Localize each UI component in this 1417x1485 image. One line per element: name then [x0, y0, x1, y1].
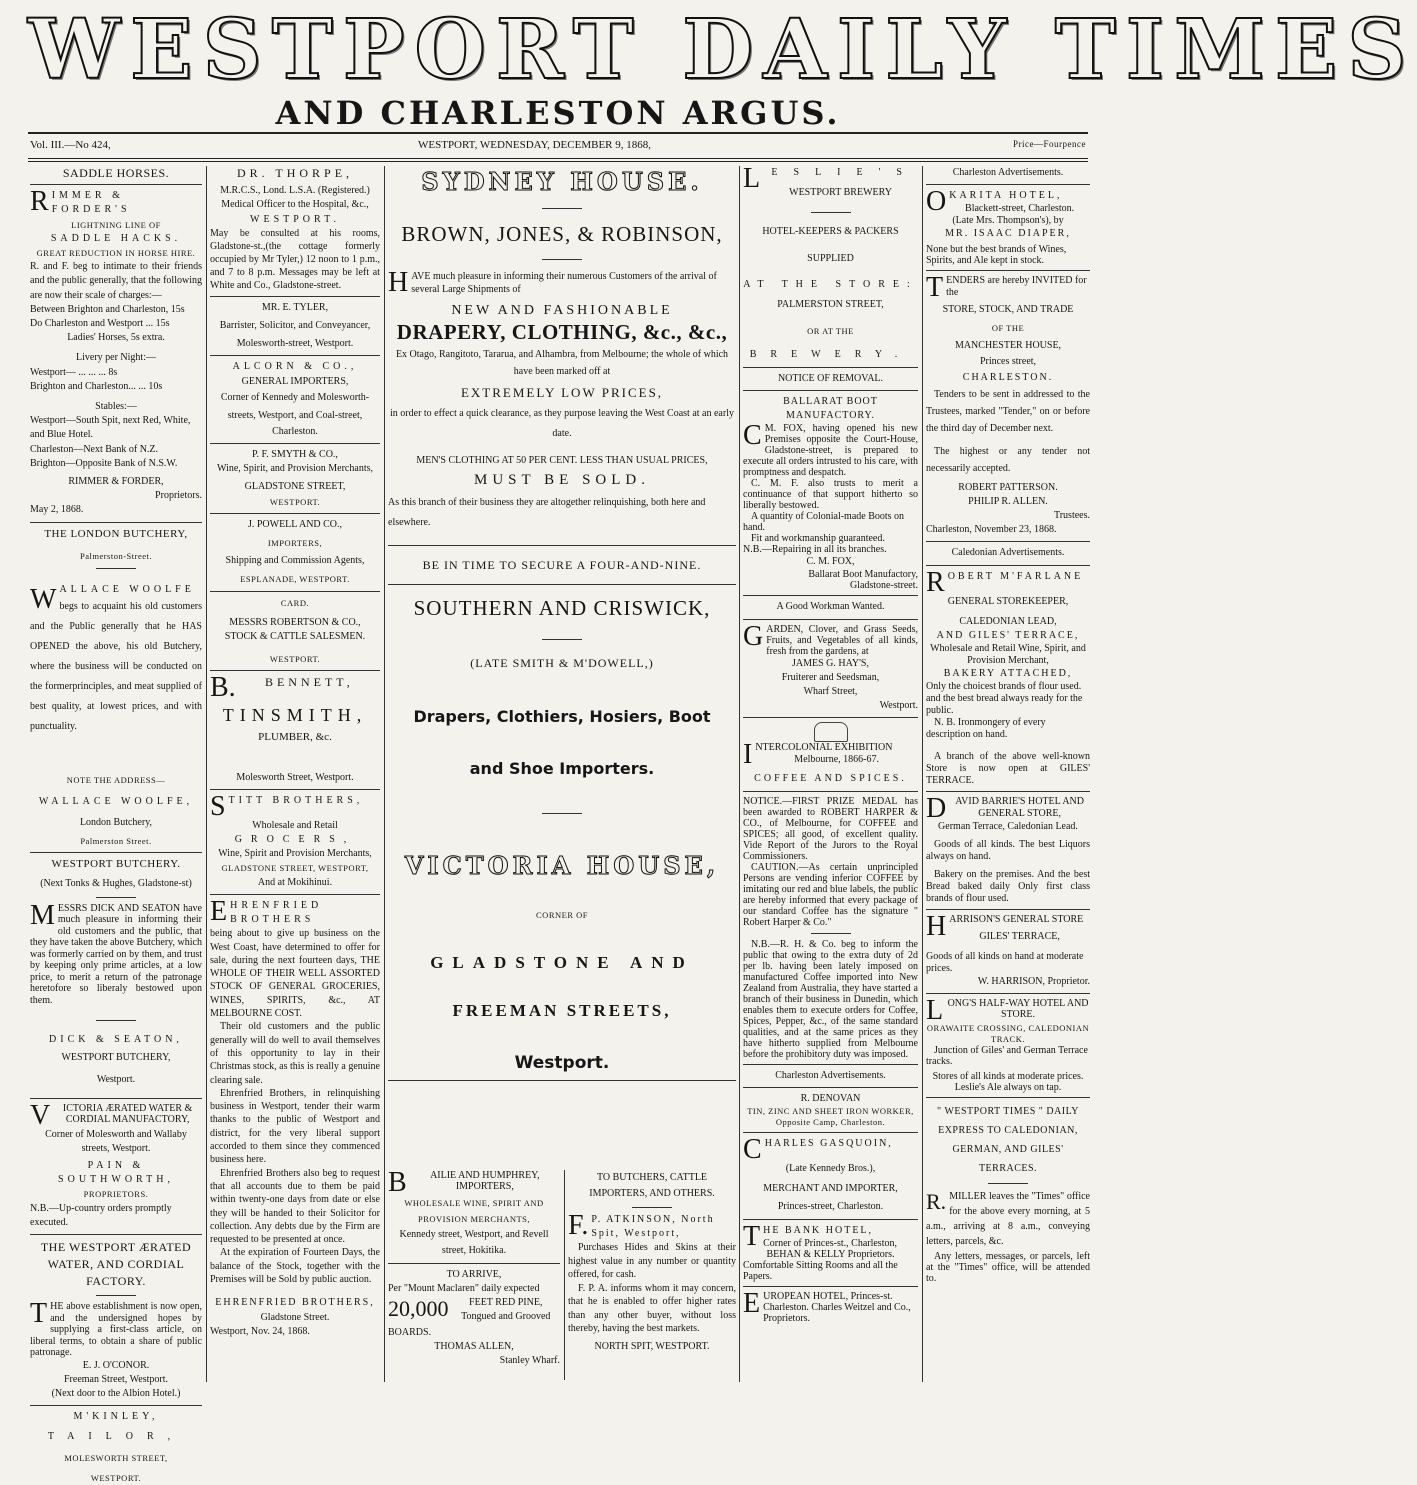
four-and-nine-line: BE IN TIME TO SECURE A FOUR-AND-NINE. — [422, 557, 702, 572]
okarita-hotel-ad: Charleston Advertisements. O KARITA HOTEL, Blackett-street, Charleston. (Late Mrs. Thompson's), by MR. ISAAC DIAPER, None but the best brands of Wines, Spirits, and Ale kept in stock. — [926, 166, 1090, 266]
dr-thorpe-ad: DR. THORPE, M.R.C.S., Lond. L.S.A. (Registered.) Medical Officer to the Hospital, &c., WESTPORT. May be consulted at his rooms, Gladstone-st.,(the cottage formerly occupied by Mr Tyler,) 12 noon to 1 p.m., and 7 to 8 p.m. Messages may be left at White and Co., Gladstone-street. — [210, 166, 380, 291]
top-rule — [28, 132, 1088, 134]
price: Price—Fourpence — [1013, 139, 1086, 149]
daily-express-ad: " WESTPORT TIMES " DAILY EXPRESS TO CALEDONIAN, GERMAN, AND GILES' TERRACES. R. MILLER leaves the "Times" office for the above every morning, at 5 a.m., arriving at 8 a.m., conveying letters, parcels, &c. Any letters, messages, or parcels, left at the "Times" office, will be attended to. — [926, 1105, 1090, 1284]
column-4 — [743, 163, 918, 1382]
column-2 — [210, 166, 380, 1382]
mkinley-tailor-ad: M'KINLEY, TAILOR, MOLESWORTH STREET, WESTPORT. — [47, 1411, 185, 1483]
sydney-house-heading: SYDNEY HOUSE. — [421, 167, 703, 196]
charleston-ads-col4: Charleston Advertisements. R. DENOVAN TIN, ZINC AND SHEET IRON WORKER, Opposite Camp, Charleston. C HARLES GASQUOIN, (Late Kennedy Bros.), MERCHANT AND IMPORTER, Princes-street, Charleston. T HE BANK HOTEL, Corner of Princes-st., Charleston, BEHAN & KELLY Proprietors. Comfortable Sitting Rooms and all the Papers. E UROPEAN HOTEL, Princes-st. Charleston. Charles Weitzel and Co., Proprietors. — [743, 1069, 918, 1324]
atkinson-ad: TO BUTCHERS, CATTLE IMPORTERS, AND OTHERS. F. P. ATKINSON, North Spit, Westport, Purchases Hides and Skins at their highest value in any number or quantity offered, for cash. F. P. A. informs whom it may concern, that he is enabled to offer higher rates than any other buyer, without loss thereby, having the best markets. NORTH SPIT, WESTPORT. — [568, 1172, 736, 1352]
saddle-horses-ad: R IMMER & FORDER'S LIGHTNING LINE OF SADDLE HACKS. GREAT REDUCTION IN HORSE HIRE. R. and F. beg to intimate to their friends and the public generally, that the following are now their scale of charges:— Between Brighton and Charleston, 15s Do Charleston and Westport ... 15s Ladies' Horses, 5s extra. Livery per Night:— Westport— ... ... ... 8s Brighton and Charleston... ... 10s Stables:— Westport—South Spit, next Red, White, and Blue Hotel. Charleston—Next Bank of N.Z. Brighton—Opposite Bank of N.S.W. RIMMER & FORDER, Proprietors. May 2, 1868. — [30, 186, 202, 516]
ehrenfried-brothers-ad: E HRENFRIED BROTHERS being about to give up business on the West Coast, have determined to offer for sale, during the next fourteen days, THE WHOLE OF THEIR WELL ASSORTED STOCK OF GENERAL GROCERIES, WINES, SPIRITS, &c., AT MELBOURNE COST. Their old customers and the public generally will do well to avail themselves of this opportunity to lay in their Christmas stock, as this is really a genuine clearing sale. Ehrenfried Brothers, in relinquishing business in Westport, tender their warm thanks to the public of Westport and district, for the very liberal support accorded to them since they commenced business here. Ehrenfried Brothers also beg to request that all accounts due to them be paid within twenty-one days from date or else they will be handed to their Solicitor for collection. Any debts due by the Firm are requested to be presented at once. At the expiration of Fourteen Days, the balance of the Stock, together with the Premises will be Sold by public auction. EHRENFRIED BROTHERS, Gladstone Street. Westport, Nov. 24, 1868. — [210, 895, 380, 1337]
dateline-rule — [28, 158, 1088, 159]
sydney-house-ad: H AVE much pleasure in informing their numerous Customers of the arrival of several Large Shipments of NEW AND FASHIONABLE DRAPERY, CLOTHING, &c., &c., Ex Otago, Rangitoto, Tararua, and Alhambra, from Melbourne; the whole of which have been marked off at EXTREMELY LOW PRICES, in order to effect a quick clearance, as they purpose leaving the West Coast at an early date. MEN'S CLOTHING AT 50 PER CENT. LESS THAN USUAL PRICES, MUST BE SOLD. As this branch of their business they are altogether relinquishing, both here and elsewhere. — [388, 267, 734, 528]
column-rule-2 — [384, 166, 385, 1382]
longs-hotel-ad: L ONG'S HALF-WAY HOTEL AND STORE. ORAWAITE CROSSING, CALEDONIAN TRACK. Junction of Giles' and German Terrace tracks. Stores of all kinds at moderate prices. Leslie's Ale always on tap. — [926, 994, 1090, 1093]
column-rule-1 — [206, 166, 207, 1382]
bennett-ad: B. BENNETT, TINSMITH, PLUMBER, &c. Molesworth Street, Westport. — [210, 672, 368, 783]
harrison-store-ad: H ARRISON'S GENERAL STORE GILES' TERRACE, Goods of all kinds on hand at moderate prices. W. HARRISON, Proprietor. — [926, 911, 1090, 987]
bailie-humphrey-ad: B AILIE AND HUMPHREY, IMPORTERS, WHOLESALE WINE, SPIRIT AND PROVISION MERCHANTS, Kennedy street, Westport, and Revell street, Hokitika. TO ARRIVE, Per "Mount Maclaren" daily expected 20,000 FEET RED PINE, Tongued and Grooved BOARDS. THOMAS ALLEN, Stanley Wharf. — [388, 1167, 560, 1366]
tyler-ad: MR. E. TYLER, Barrister, Solicitor, and Conveyancer, Molesworth-street, Westport. — [219, 301, 371, 350]
powell-ad: J. POWELL AND CO., IMPORTERS, Shipping and Commission Agents, ESPLANADE, WESTPORT. — [225, 518, 365, 585]
column-5 — [926, 166, 1090, 1382]
column-1 — [30, 166, 202, 1483]
hay-fruiterer-ad: A Good Workman Wanted. G ARDEN, Clover, and Grass Seeds, Fruits, and Vegetables of all kinds, fresh from the gardens, at JAMES G. HAY'S, Fruiterer and Seedsman, Wharf Street, Westport. — [743, 601, 918, 712]
southern-criswick-ad: SOUTHERN AND CRISWICK, (LATE SMITH & M'DOWELL,) Drapers, Clothiers, Hosiers, Boot and Shoe Importers. VICTORIA HOUSE, CORNER OF GLADSTONE AND FREEMAN STREETS, Westport. — [404, 596, 720, 1074]
column-3 — [388, 166, 736, 1382]
coat-of-arms-icon — [814, 722, 848, 742]
westport-butchery-ad: WESTPORT BUTCHERY. (Next Tonks & Hughes, Gladstone-st) M ESSRS DICK AND SEATON have much pleasure in informing their old customers and the public, that they have taken the above Butchery, which was formerly carried on by them, and trust by keeping only prime articles, at a low price, to merit a return of the patronage heretofore so liberaly bestowed upon them. DICK & SEATON, WESTPORT BUTCHERY, Westport. — [30, 858, 202, 1086]
london-butchery-ad: THE LONDON BUTCHERY, Palmerston-Street. W ALLACE WOOLFE begs to acquaint his old customers and the Public generally that he HAS OPENED the above, his old Butchery, where the business will be conducted on the formerprinciples, and meat supplied of best quality, at lowest prices, and with punctuality. NOTE THE ADDRESS— WALLACE WOOLFE, London Butchery, Palmerston Street. — [30, 527, 202, 846]
alcorn-ad: ALCORN & CO., GENERAL IMPORTERS, Corner of Kennedy and Molesworth-streets, Westport, and Coal-street, Charleston. — [220, 361, 370, 437]
masthead — [28, 0, 1417, 132]
sub-column-rule — [564, 1170, 565, 1380]
mcfarlane-ad: Caledonian Advertisements. R OBERT M'FARLANE GENERAL STOREKEEPER, CALEDONIAN LEAD, AND GILES' TERRACE, Wholesale and Retail Wine, Spirit, and Provision Merchant, BAKERY ATTACHED, Only the choicest brands of flour used. and the best bread always ready for the public. N. B. Ironmongery of every description on hand. A branch of the above well-known Store is now open at GILES' TERRACE. — [926, 547, 1090, 787]
harper-coffee-ad: I NTERCOLONIAL EXHIBITION Melbourne, 1866-67. COFFEE AND SPICES. NOTICE.—FIRST PRIZE MEDAL has been awarded to ROBERT HARPER & CO., of Melbourne, for COFFEE and SPICES; all good, of excellent quality. Vide Report of the Jurors to the Royal Commissioners. CAUTION.—As certain unprincipled Persons are vending inferior COFFEE by imitating our red and blue labels, the public are hereby informed that every package of our standard Coffee has the signature " Robert Harper & Co." N.B.—R. H. & Co. beg to inform the public that owing to the extra duty of 2d per lb. having been lately imposed on manufactured Coffee imported into New Zealand from Australia, they have started a branch of their business in Dunedin, which enables them to execute orders for Coffee, Spices, Pepper, &c., of the same standard qualities, and at the same prices as they have hitherto supplied from Melbourne before the prohibitory duty was imposed. — [743, 722, 918, 1059]
manchester-house-tender: T ENDERS are hereby INVITED for the STORE, STOCK, AND TRADE OF THE MANCHESTER HOUSE, Princes street, CHARLESTON. Tenders to be sent in addressed to the Trustees, marked "Tender," on or before the third day of December next. The highest or any tender not necessarily accepted. ROBERT PATTERSON. PHILIP R. ALLEN. Trustees. Charleston, November 23, 1868. — [926, 271, 1090, 536]
aerated-water-factory-ad: THE WESTPORT ÆRATED WATER, AND CORDIAL FACTORY. T HE above establishment is now open, and the undersigned hopes by supplying a first-class article, on liberal terms, to obtain a share of public patronage. E. J. O'CONOR. Freeman Street, Westport. (Next door to the Albion Hotel.) — [30, 1240, 202, 1399]
david-barrie-ad: D AVID BARRIE'S HOTEL AND GENERAL STORE, German Terrace, Caledonian Lead. Goods of all kinds. The best Liquors always on hand. Bakery on the premises. And the best Bread baked daily Only first class brands of flour used. — [926, 793, 1090, 905]
victoria-aerated-water-ad: V ICTORIA ÆRATED WATER & CORDIAL MANUFACTORY, Corner of Molesworth and Wallaby streets, Westport. PAIN & SOUTHWORTH, PROPRIETORS. N.B.—Up-country orders promptly executed. — [30, 1099, 193, 1228]
leslies-brewery-ad: L ESLIE'S WESTPORT BREWERY HOTEL-KEEPERS & PACKERS SUPPLIED AT THE STORE: PALMERSTON STREET, OR AT THE BREWERY. — [743, 163, 918, 361]
robertson-card: CARD. MESSRS ROBERTSON & CO., STOCK & CATTLE SALESMEN. WESTPORT. — [224, 597, 366, 665]
column-rule-4 — [922, 166, 923, 1382]
masthead-title: WESTPORT DAILY TIMES — [28, 2, 1417, 98]
dateline-rule-2 — [28, 161, 1088, 162]
smyth-ad: P. F. SMYTH & CO., Wine, Spirit, and Provision Merchants, GLADSTONE STREET, WESTPORT. — [217, 449, 373, 507]
column-rule-3 — [739, 166, 740, 1382]
brown-jones-robinson: BROWN, JONES, & ROBINSON, — [401, 222, 723, 246]
drop-cap: R — [30, 186, 49, 218]
ballarat-boot-ad: NOTICE OF REMOVAL. BALLARAT BOOT MANUFACTORY. C M. FOX, having opened his new Premises opposite the Court-House, Gladstone-street, is prepared to execute all orders intrusted to his care, with promptness and despatch. C. M. F. also trusts to merit a continuance of that support hitherto so liberally bestowed. A quantity of Colonial-made Boots on hand. Fit and workmanship guaranteed. N.B.—Repairing in all its branches. C. M. FOX, Ballarat Boot Manufactory, Gladstone-street. — [743, 372, 918, 592]
dateline — [30, 139, 1086, 155]
saddle-horses-heading: SADDLE HORSES. — [62, 166, 170, 180]
volume-number: Vol. III.—No 424, — [30, 139, 111, 151]
masthead-subtitle: AND CHARLESTON ARGUS. — [275, 94, 841, 132]
stitt-brothers-ad: S TITT BROTHERS, Wholesale and Retail GROCERS, Wine, Spirit and Provision Merchants, GLADSTONE STREET, WESTPORT, And at Mokihinui. — [210, 790, 372, 888]
issue-date: WESTPORT, WEDNESDAY, DECEMBER 9, 1868, — [418, 139, 652, 151]
